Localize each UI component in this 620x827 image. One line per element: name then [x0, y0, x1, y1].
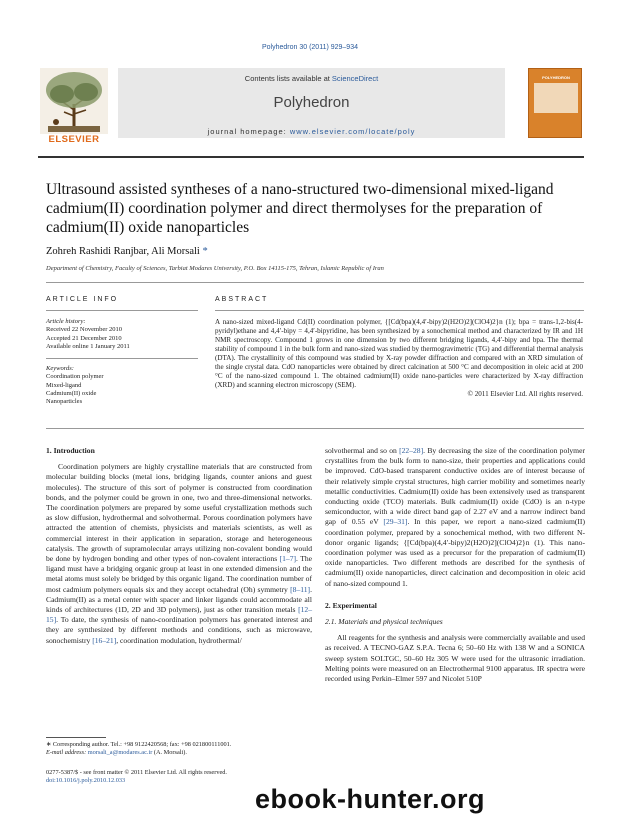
keyword-item: Coordination polymer — [46, 373, 104, 381]
article-info-heading: ARTICLE INFO — [46, 296, 119, 303]
text-run: . To date, the synthesis of nano-coordination polymers has generated interest and they are synthesized by different methods and conditions, such as microwave, sonochemistry — [46, 615, 312, 645]
text-run: . By decreasing the size of the coordination polymer crystallites from the bulk form to nano-size, their properties and applications could be improved. CdO-based transparent conductive oxides are of interest because of their relatively simple crystal structures, high carrier mobility and sometimes nearly metallic conductivities. Cadmium(II) oxide has been extensively used as transparent conducting oxide (TCO) materials. Bulk cadmium(II) oxide (CdO) is an n-type semiconductor, with a wide direct band gap of 2.27 eV and a narrow indirect band gap of 0.55 eV — [325, 446, 585, 527]
abstract-text: A nano-sized mixed-ligand Cd(II) coordination polymer, {[Cd(bpa)(4,4′-bipy)2(H2O)2](ClO4)2}n (1); bpa = trans-1,2-bis(4-pyridyl)ethane and 4,4′-bipy = 4,4′-bipyridine, has been synthesized by a sonochemical method and characterized by IR and 1H NMR spectroscopy. Compound 1 grows in one dimension by two different bridging ligands, 4,4′-bipy and bpa. The thermal stability of compound 1 in the bulk form and nano-sized was studied by thermogravimetric (TG) and differential thermal analysis (DTA). The crystallinity of this compound was studied by X-ray powder diffraction and compared with an XRD simulation of the single crystal data. CdO nanoparticles were obtained by direct calcination at 500 °C and decomposition in oleic acid at 200 °C of the nano-sized compound 1. The obtained cadmium(II) oxide nano-particles were characterized by X-ray diffraction (XRD) and scanning electron microscopy (SEM). — [215, 318, 583, 389]
received-date: Received 22 November 2010 — [46, 326, 122, 334]
corresponding-author-footnote — [46, 741, 312, 757]
contents-line — [118, 74, 505, 83]
journal-citation[interactable]: Polyhedron 30 (2011) 929–934 — [261, 44, 358, 51]
text-run: , coordination modulation, hydrothermal/ — [116, 635, 242, 645]
abstract-heading: ABSTRACT — [215, 296, 269, 303]
keywords-label: Keywords: — [46, 365, 74, 372]
email-suffix: (A. Morsali). — [152, 749, 187, 756]
article-footer — [46, 769, 312, 785]
citation-link[interactable]: [16–21] — [92, 635, 117, 645]
materials-paragraph: All reagents for the synthesis and analysis were commercially available and used as received. A TECNO-GAZ S.P.A. Tecna 6; 50–60 Hz with 138 W and a SONICA sweep system SOLTGC, 50–60 Hz 305 W were used for the ultrasonic irradiation. Melting points were measured on an Electrothermal 9100 apparatus. IR spectra were recorded using Perkin–Elmer 597 and Nicolet 510P — [325, 633, 585, 684]
issn-line: 0277-5387/$ - see front matter © 2011 Elsevier Ltd. All rights reserved. — [46, 769, 227, 776]
section-heading-experimental: 2. Experimental — [325, 600, 377, 610]
article-title: Ultrasound assisted syntheses of a nano-structured two-dimensional mixed-ligand cadmium(II) coordination polymer and direct thermolyses for the preparation of cadmium(II) oxide nanoparticles — [46, 181, 554, 236]
citation-link[interactable]: [29–31] — [383, 517, 408, 527]
homepage-prefix: journal homepage: — [207, 127, 290, 136]
journal-cover-image — [528, 68, 582, 138]
citation-link[interactable]: [22–28] — [399, 446, 424, 455]
text-run: . The ligand must have a bridging organic group at least in one extended dimension and the metal atoms must solely be bridged by this organic ligand. The coordination number of most cadmium polymers equals six and they accept octahedral (Oh) symmetry — [46, 554, 313, 594]
online-date: Available online 1 January 2011 — [46, 342, 130, 350]
keyword-item: Mixed-ligand — [46, 381, 82, 389]
text-run: solvothermal and so on — [325, 446, 400, 455]
citation-link[interactable]: [1–7] — [279, 554, 297, 564]
text-run: . In this paper, we report a nano-sized cadmium(II) coordination polymer, prepared by a sonochemical method, with two different N-donor organic ligands; {[Cd(bpa)(4,4′-bipy)2(H2O)2](ClO4)2}n (1). This nano-coordination polymer was used as a precursor for the preparation of cadmium(II) oxide nanoparticles. Two different methods are described for the synthesis of cadmium(II) oxide nanoparticles, direct calcination and decomposition in oleic acid of nano-sized compound 1. — [325, 517, 585, 588]
section-heading-introduction: 1. Introduction — [46, 446, 95, 455]
citation-link[interactable]: [12–15] — [46, 605, 312, 625]
affiliation-divider — [46, 282, 584, 283]
footnote-divider — [46, 737, 106, 738]
history-divider — [46, 358, 198, 359]
email-link[interactable]: morsali_a@modares.ac.ir — [87, 749, 153, 756]
publisher-wordmark: ELSEVIER — [48, 134, 100, 145]
article-info-divider — [46, 310, 198, 311]
sciencedirect-link[interactable]: ScienceDirect — [331, 74, 379, 83]
keywords-list — [46, 365, 196, 406]
doi-link[interactable]: doi:10.1016/j.poly.2010.12.033 — [46, 777, 126, 784]
contents-prefix: Contents lists available at — [244, 74, 332, 83]
author-names: Zohreh Rashidi Ranjbar, Ali Morsali — [46, 246, 200, 257]
author-affiliation: Department of Chemistry, Faculty of Sciences, Tarbiat Modares University, P.O. Box 14115-175, Tehran, Islamic Republic of Iran — [46, 265, 384, 272]
article-history — [46, 318, 196, 351]
abstract-body — [215, 318, 583, 399]
abstract-divider — [215, 310, 584, 311]
footnote-contact: ∗ Corresponding author. Tel.: +98 9122420568; fax: +98 021800111001. — [46, 741, 232, 748]
abstract-bottom-divider — [46, 428, 584, 429]
footnote-email-line — [46, 749, 312, 757]
email-label: E-mail address: — [46, 749, 88, 756]
watermark: ebook-hunter.org — [255, 784, 485, 814]
homepage-link[interactable]: www.elsevier.com/locate/poly — [289, 127, 416, 136]
citation-link[interactable]: [8–11] — [290, 584, 311, 594]
journal-homepage — [118, 127, 505, 136]
body-column-left — [46, 446, 312, 646]
introduction-continued — [325, 446, 585, 589]
header-divider — [38, 156, 584, 158]
journal-title: Polyhedron — [273, 94, 350, 111]
cover-artwork — [534, 83, 578, 113]
article-authors — [46, 246, 208, 257]
history-label: Article history: — [46, 318, 86, 325]
journal-masthead — [38, 58, 584, 146]
text-run: . Cadmium(II) as a metal center with spacer and linker ligands could accommodate all kinds of architectures (1D, 2D and 3D polymers), just as other transition metals — [46, 584, 312, 615]
accepted-date: Accepted 21 December 2010 — [46, 334, 122, 342]
text-run: Coordination polymers are highly crystalline materials that are constructed from molecular building blocks (metal ions, bridging ligands, counter anions and guest molecules). The structure of this sort of polymer is constructed from coordination bonds, and the polymer could be grown in one, two and three-dimensional networks. The coordination polymers are prepared by some useful crystallization methods such as slow diffusion, hydrothermal and solvothermal. Porous coordination polymers have attracted the attention of chemists, physicists and materials scientists, as well as commercial interest in their application in separation, storage and heterogeneous catalysis. The growth of supramolecular arrays utilizing non-covalent bonding would be done by hydrogen bonding and other types of non-covalent interactions — [46, 462, 312, 564]
introduction-paragraph — [46, 462, 312, 646]
body-column-right — [325, 446, 585, 684]
cover-title: POLYHEDRON — [542, 75, 570, 80]
corresponding-author-mark[interactable]: * — [199, 246, 208, 257]
keyword-item: Nanoparticles — [46, 398, 83, 406]
subsection-heading-materials: 2.1. Materials and physical techniques — [325, 617, 443, 627]
copyright-notice: © 2011 Elsevier Ltd. All rights reserved. — [467, 390, 583, 398]
keyword-item: Cadmium(II) oxide — [46, 389, 97, 397]
